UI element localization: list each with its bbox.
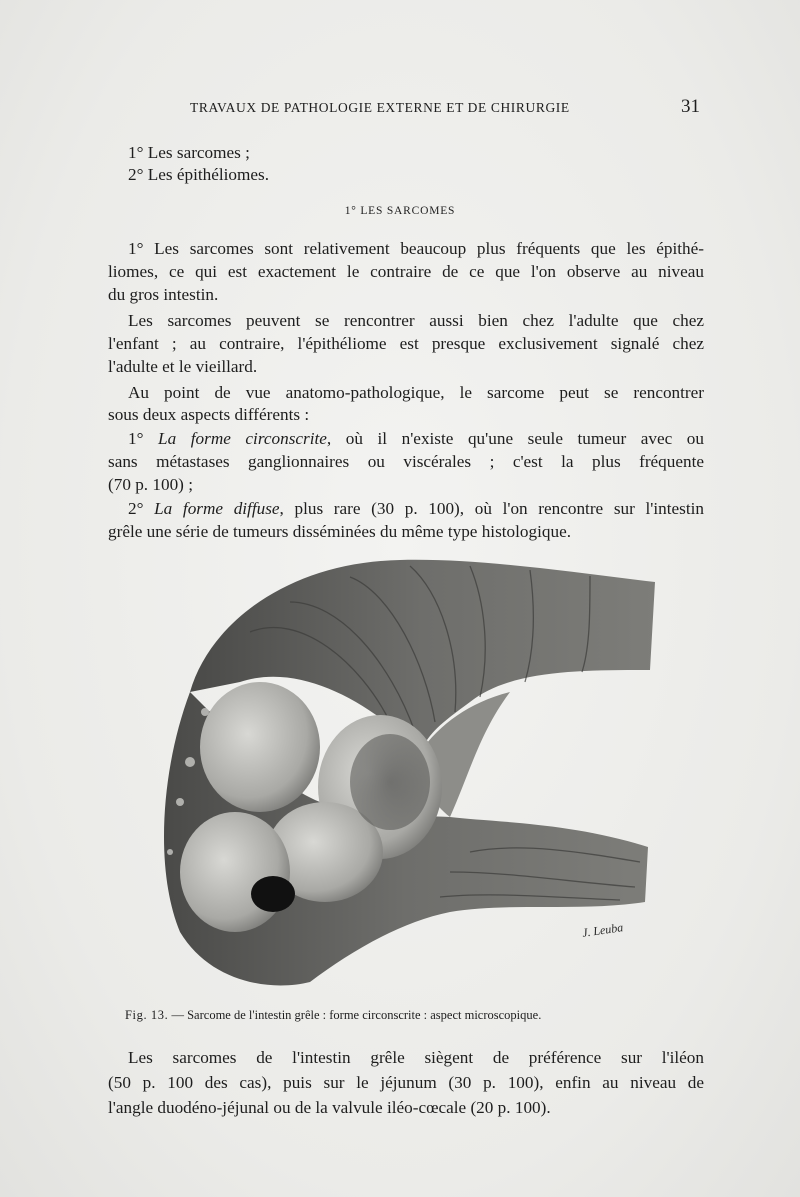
list-item-sarcomes: 1° Les sarcomes ; <box>128 143 250 162</box>
artist-signature: J. Leuba <box>581 920 625 940</box>
form-item-diffuse <box>128 498 704 520</box>
form-item-number: 1° <box>128 429 159 448</box>
form-item-circonscrite <box>128 428 704 450</box>
body-line: l'angle duodéno-jéjunal ou de la valvule iléo-cœcale (20 p. 100). <box>108 1098 551 1117</box>
body-line: (50 p. 100 des cas), puis sur le jéjunum (30 p. 100), enfin au niveau de <box>108 1073 704 1092</box>
figure-label: Fig. 13. <box>125 1008 169 1022</box>
figure-caption <box>125 1008 705 1023</box>
body-line: du gros intestin. <box>108 285 219 304</box>
body-line: Les sarcomes peuvent se rencontrer aussi bien chez l'adulte que chez <box>128 311 704 330</box>
body-line: Les sarcomes de l'intestin grêle siègent de préférence sur l'iléon <box>128 1048 704 1067</box>
body-line: sans métastases ganglionnaires ou viscérales ; c'est la plus fréquente <box>108 452 704 471</box>
running-head <box>190 96 700 120</box>
body-line: (70 p. 100) ; <box>108 475 193 494</box>
body-line: Au point de vue anatomo-pathologique, le sarcome peut se rencontrer <box>128 383 704 402</box>
body-line: liomes, ce qui est exactement le contraire de ce que l'on observe au niveau <box>108 262 704 281</box>
body-line: 1° Les sarcomes sont relativement beaucoup plus fréquents que les épithé- <box>128 239 704 258</box>
list-item-epitheliomes: 2° Les épithéliomes. <box>128 165 269 184</box>
section-heading: 1° LES SARCOMES <box>344 205 456 217</box>
page-number: 31 <box>681 96 700 117</box>
body-line: l'enfant ; au contraire, l'épithéliome est presque exclusivement signalé chez <box>108 334 704 353</box>
form-item-text: , plus rare (30 p. 100), où l'on rencontre sur l'intestin <box>279 499 704 518</box>
form-item-number: 2° <box>128 499 155 518</box>
form-item-title: La forme diffuse <box>154 499 280 518</box>
form-item-title: La forme circonscrite <box>158 429 327 448</box>
form-item-text: , où il n'existe qu'une seule tumeur avec ou <box>326 429 704 448</box>
body-line: grêle une série de tumeurs disséminées du même type histologique. <box>108 522 571 541</box>
body-line: sous deux aspects différents : <box>108 405 310 424</box>
body-line: l'adulte et le vieillard. <box>108 357 258 376</box>
figure-caption-text: — Sarcome de l'intestin grêle : forme circonscrite : aspect microscopique. <box>168 1008 542 1022</box>
running-title: TRAVAUX DE PATHOLOGIE EXTERNE ET DE CHIRURGIE <box>190 100 570 115</box>
